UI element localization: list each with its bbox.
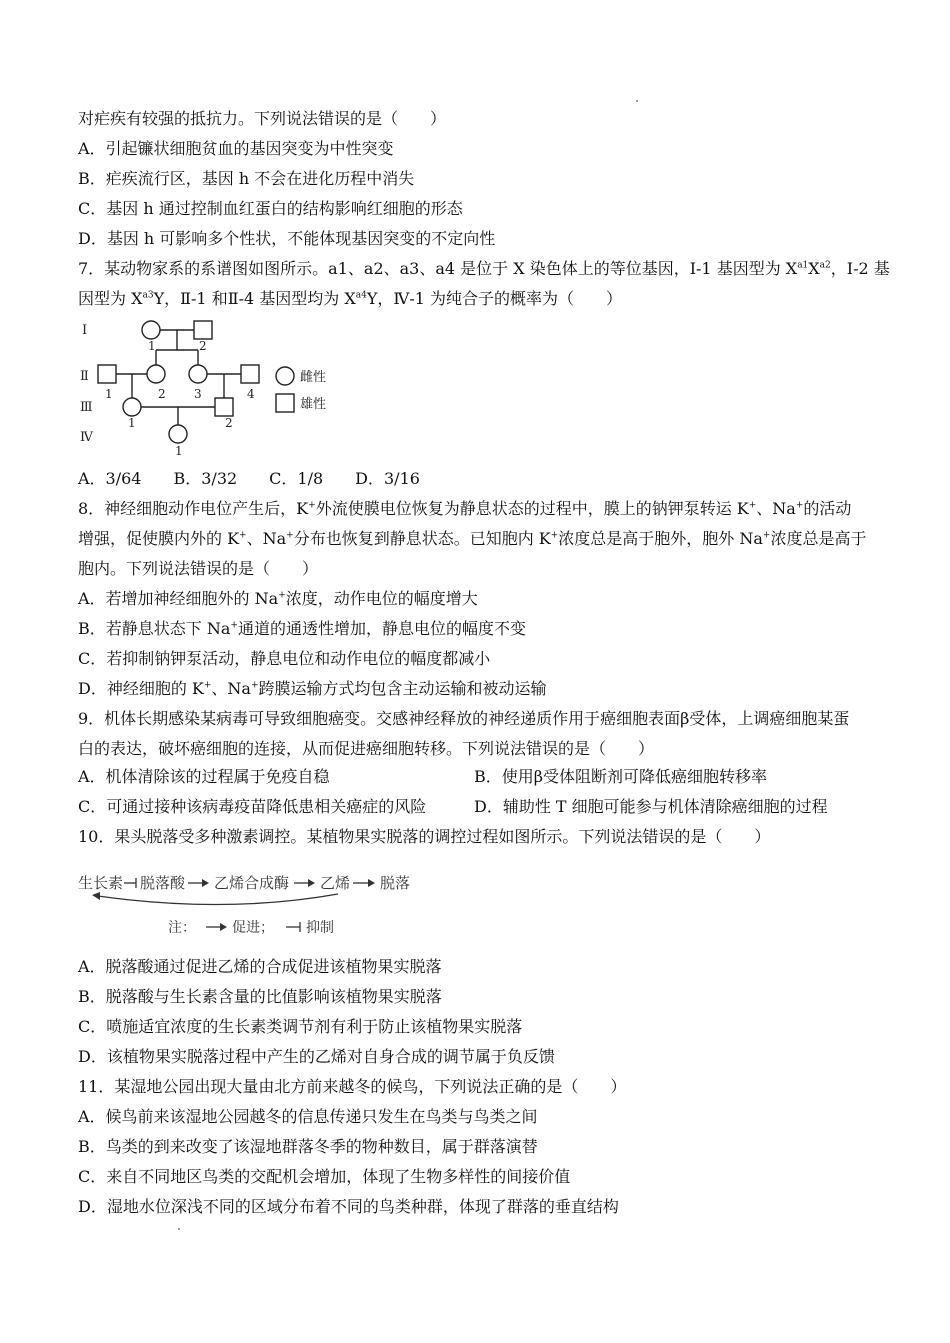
flow-node-abscission: 脱落 (380, 874, 411, 892)
q8-stem-line2: 增强，促使膜内外的 K+、Na+分布也恢复到静息状态。已知胞内 K+浓度总是高于胞外，胞外 Na+浓度总是高于 (78, 529, 867, 548)
svg-text:2: 2 (199, 339, 207, 353)
q8-option-c: C．若抑制钠钾泵活动，静息电位和动作电位的幅度都减小 (78, 649, 491, 668)
flow-note-promote: 促进； (232, 920, 274, 936)
q8-option-d: D．神经细胞的 K+、Na+跨膜运输方式均包含主动运输和被动运输 (78, 679, 547, 698)
q9-stem-line2: 白的表达，破坏癌细胞的连接，从而促进癌细胞转移。下列说法错误的是（ ） (78, 739, 655, 758)
q7-options: A．3/64 B．3/32 C．1/8 D．3/16 (78, 469, 420, 488)
individual-ii4-male (241, 365, 259, 383)
q7-stem-line1: 7．某动物家系的系谱图如图所示。a1、a2、a3、a4 是位于 X 染色体上的等位基因，Ⅰ-1 基因型为 $X^{a1}X^{a2}$，Ⅰ-2 基 (78, 259, 890, 278)
q6-option-d: D．基因 h 可影响多个性状，不能体现基因突变的不定向性 (78, 229, 496, 248)
q6-option-c: C．基因 h 通过控制血红蛋白的结构影响红细胞的形态 (78, 199, 463, 218)
legend-male-label: 雄性 (300, 397, 327, 412)
svg-text:3: 3 (194, 387, 202, 401)
legend-female-symbol (276, 367, 294, 385)
legend-female-label: 雌性 (300, 370, 327, 385)
q6-option-a: A．引起镰状细胞贫血的基因突变为中性突变 (78, 139, 394, 158)
scan-speck (636, 100, 638, 102)
svg-text:1: 1 (175, 444, 183, 457)
q10-option-b: B．脱落酸与生长素含量的比值影响该植物果实脱落 (78, 987, 442, 1006)
q7-stem-line2: 因型为 $X^{a3}Y$，Ⅱ-1 和Ⅱ-4 基因型均为 $X^{a4}Y$，Ⅳ-1 为纯合子的概率为（ ） (78, 289, 623, 308)
q11-option-d: D．湿地水位深浅不同的区域分布着不同的鸟类种群，体现了群落的垂直结构 (78, 1197, 619, 1216)
svg-text:2: 2 (158, 387, 166, 401)
q9-option-a: A．机体清除该的过程属于免疫自稳 (78, 767, 330, 786)
svg-text:1: 1 (128, 416, 136, 430)
flow-node-aba: 脱落酸 (140, 874, 186, 892)
flow-node-ethylene-synthase: 乙烯合成酶 (214, 874, 290, 892)
svg-text:1: 1 (148, 339, 156, 353)
q8-stem-line3: 胞内。下列说法错误的是（ ） (78, 559, 319, 578)
individual-iv1-female (169, 425, 187, 443)
q6-option-b: B．疟疾流行区，基因 h 不会在进化历程中消失 (78, 169, 415, 188)
legend-male-symbol (276, 394, 294, 412)
q10-stem: 10．果头脱落受多种激素调控。某植物果实脱落的调控过程如图所示。下列说法错误的是（ ） (78, 827, 771, 846)
gen-label-ii: Ⅱ (80, 369, 89, 384)
q8-option-a: A．若增加神经细胞外的 Na+浓度，动作电位的幅度增大 (78, 589, 478, 608)
gen-label-iii: Ⅲ (80, 400, 93, 415)
q11-option-a: A．候鸟前来该湿地公园越冬的信息传递只发生在鸟类与鸟类之间 (78, 1107, 538, 1126)
individual-ii1-male (98, 365, 116, 383)
individual-i1-female (142, 321, 160, 339)
individual-ii3-female (189, 365, 207, 383)
q9-option-d: D．辅助性 T 细胞可能参与机体清除癌细胞的过程 (474, 797, 828, 816)
q10-option-c: C．喷施适宜浓度的生长素类调节剂有利于防止该植物果实脱落 (78, 1017, 523, 1036)
hormone-flow-diagram (76, 858, 456, 940)
q11-option-c: C．来自不同地区鸟类的交配机会增加，体现了生物多样性的间接价值 (78, 1167, 571, 1186)
svg-text:1: 1 (105, 387, 113, 401)
scan-speck (178, 1228, 180, 1230)
gen-label-i: Ⅰ (82, 323, 88, 338)
q8-option-b: B．若静息状态下 Na+通道的通透性增加，静息电位的幅度不变 (78, 619, 526, 638)
flow-node-ethylene: 乙烯 (320, 874, 351, 892)
q11-option-b: B．鸟类的到来改变了该湿地群落冬季的物种数目，属于群落演替 (78, 1137, 538, 1156)
flow-node-auxin: 生长素 (78, 874, 124, 892)
svg-text:2: 2 (225, 416, 233, 430)
individual-iii2-male (215, 398, 233, 416)
q10-option-a: A．脱落酸通过促进乙烯的合成促进该植物果实脱落 (78, 957, 442, 976)
gen-label-iv: Ⅳ (80, 430, 93, 445)
individual-i2-male (194, 321, 212, 339)
flow-note-prefix: 注： (168, 920, 196, 936)
q8-stem-line1: 8．神经细胞动作电位产生后，K+外流使膜电位恢复为静息状态的过程中，膜上的钠钾泵转运 K+、Na+的活动 (78, 499, 852, 518)
individual-iii1-female (123, 398, 141, 416)
svg-text:4: 4 (247, 387, 255, 401)
pedigree-figure (76, 312, 356, 457)
q10-option-d: D．该植物果实脱落过程中产生的乙烯对自身合成的调节属于负反馈 (78, 1047, 555, 1066)
q9-option-b: B．使用β受体阻断剂可降低癌细胞转移率 (474, 767, 768, 786)
flow-note-inhibit: 抑制 (306, 920, 334, 936)
q6-stem-tail: 对疟疾有较强的抵抗力。下列说法错误的是（ ） (78, 109, 447, 128)
q9-stem-line1: 9．机体长期感染某病毒可导致细胞癌变。交感神经释放的神经递质作用于癌细胞表面β受体，上调癌细胞某蛋 (78, 709, 850, 728)
individual-ii2-female (147, 365, 165, 383)
q11-stem: 11．某湿地公园出现大量由北方前来越冬的候鸟，下列说法正确的是（ ） (78, 1077, 627, 1096)
q9-option-c: C．可通过接种该病毒疫苗降低患相关癌症的风险 (78, 797, 427, 816)
feedback-arrow (98, 894, 338, 905)
